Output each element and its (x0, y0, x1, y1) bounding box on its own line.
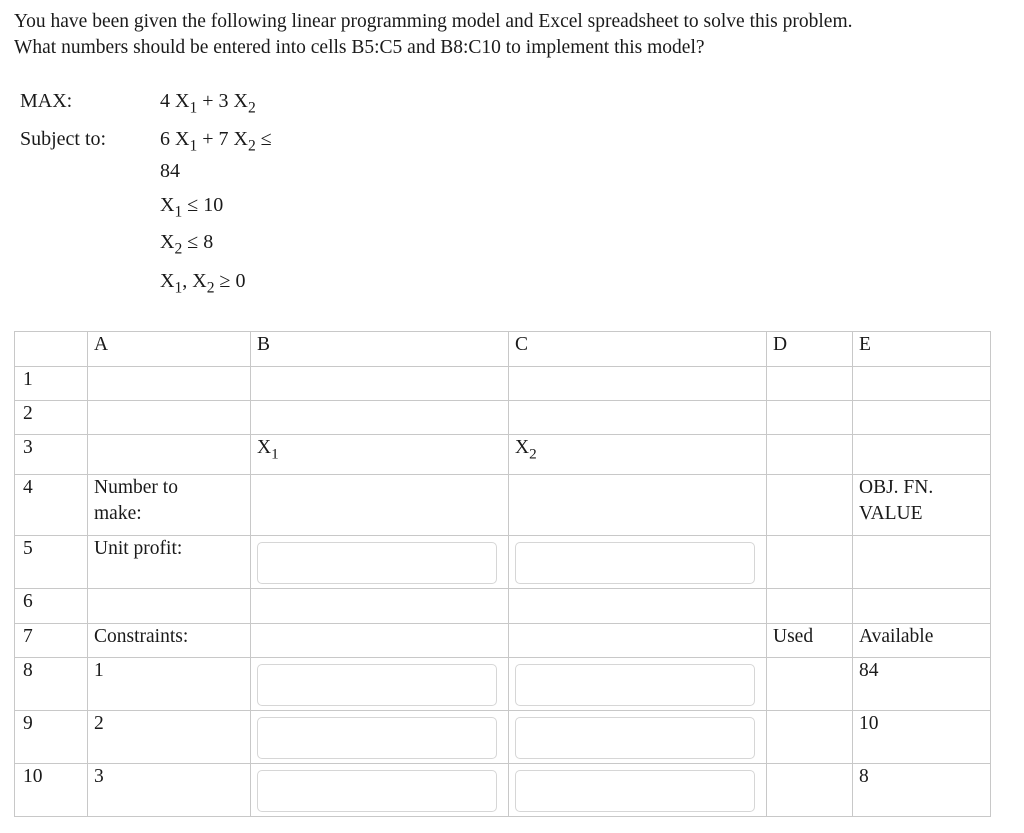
nonnegativity: $X_1$, $X_2 \ge 0$ (160, 270, 246, 297)
sheet-row-1 (15, 367, 991, 401)
available-value: 84 (853, 658, 991, 711)
cell-b8-input[interactable] (257, 664, 497, 706)
constraints-label: Constraints: (88, 624, 251, 658)
column-header-row (15, 332, 991, 367)
constraint-2: $X_1 \le 10$ (160, 194, 224, 221)
sheet-row-4 (15, 475, 991, 536)
sheet-row-7 (15, 624, 991, 658)
column-header-b: B (251, 332, 509, 367)
cell-c10-input[interactable] (515, 770, 755, 812)
column-header-c: C (509, 332, 767, 367)
column-header-d: D (767, 332, 853, 367)
row-number: 1 (15, 367, 88, 401)
sheet-row-5 (15, 536, 991, 589)
x2-header: $X_2$ (509, 435, 767, 475)
max-label: MAX: (20, 90, 73, 112)
x1-header: $X_1$ (251, 435, 509, 475)
row-number: 2 (15, 401, 88, 435)
number-to-make-label: Number to make: (88, 475, 251, 536)
column-header-a: A (88, 332, 251, 367)
used-label: Used (767, 624, 853, 658)
constraint-number: 1 (88, 658, 251, 711)
row-number: 6 (15, 589, 88, 624)
cell-b9-input[interactable] (257, 717, 497, 759)
cell-b5-input[interactable] (257, 542, 497, 584)
sheet-row-8 (15, 658, 991, 711)
obj-fn-value-label: OBJ. FN. VALUE (853, 475, 991, 536)
row-number: 9 (15, 711, 88, 764)
constraint-number: 3 (88, 764, 251, 817)
cell-c8-input[interactable] (515, 664, 755, 706)
sheet-row-6 (15, 589, 991, 624)
available-value: 8 (853, 764, 991, 817)
question-text (14, 9, 1014, 61)
row-number: 10 (15, 764, 88, 817)
objective-expression: 4 $X_1 + 3$ $X_2$ (160, 90, 256, 117)
row-number: 3 (15, 435, 88, 475)
row-number: 8 (15, 658, 88, 711)
available-value: 10 (853, 711, 991, 764)
row-number: 4 (15, 475, 88, 536)
question-line-2: What numbers should be entered into cells B5:C5 and B8:C10 to implement this model? (14, 37, 705, 58)
corner-cell (15, 332, 88, 367)
constraint-1-rhs: 84 (160, 160, 180, 182)
sheet-row-3 (15, 435, 991, 475)
unit-profit-label: Unit profit: (88, 536, 251, 589)
sheet-row-2 (15, 401, 991, 435)
cell-c5-input[interactable] (515, 542, 755, 584)
column-header-e: E (853, 332, 991, 367)
row-number: 7 (15, 624, 88, 658)
cell-b10-input[interactable] (257, 770, 497, 812)
constraint-1-lhs: 6 $X_1 + 7$ $X_2$ ≤ (160, 128, 272, 155)
constraint-number: 2 (88, 711, 251, 764)
row-number: 5 (15, 536, 88, 589)
sheet-row-9 (15, 711, 991, 764)
constraint-3: $X_2 \le 8$ (160, 231, 214, 258)
subject-to-label: Subject to: (20, 128, 107, 150)
spreadsheet (14, 331, 991, 817)
sheet-row-10 (15, 764, 991, 817)
available-label: Available (853, 624, 991, 658)
cell-c9-input[interactable] (515, 717, 755, 759)
question-line-1: You have been given the following linear programming model and Excel spreadsheet to solve this problem. (14, 11, 853, 32)
